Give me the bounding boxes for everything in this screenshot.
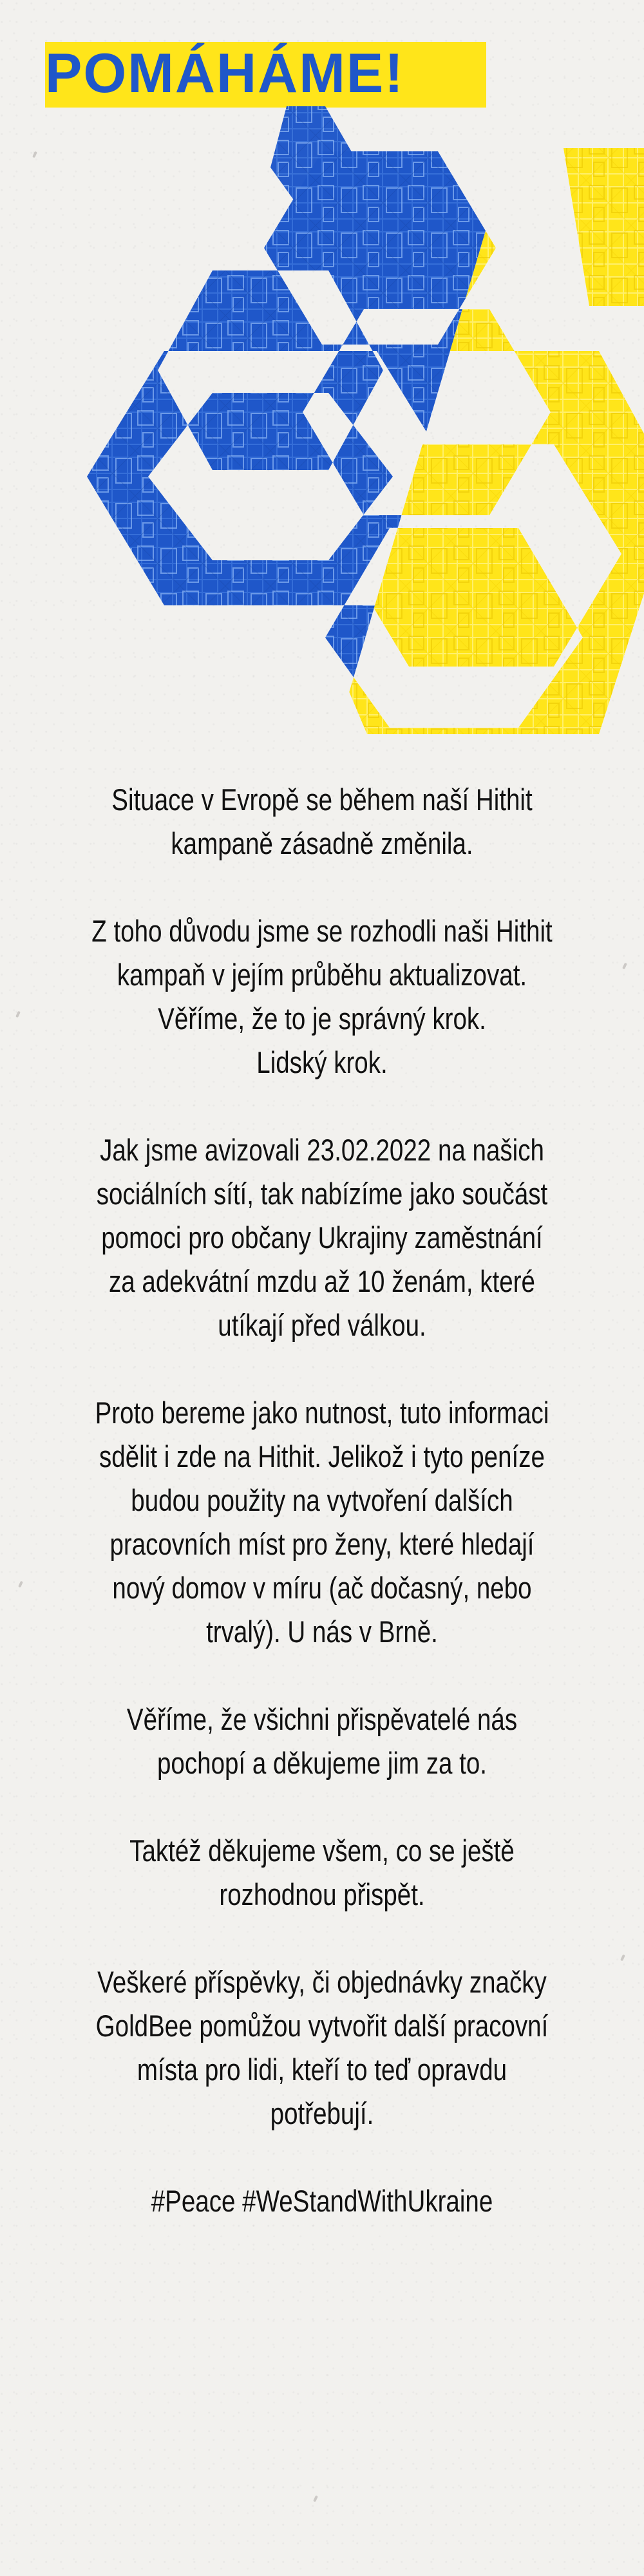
ukraine-hexagon-graphic-icon	[0, 0, 644, 741]
message-paragraph-2	[77, 909, 568, 1084]
paper-speck	[15, 1011, 21, 1018]
message-line: Jak jsme avizovali 23.02.2022 na našich	[100, 1133, 544, 1167]
message-line: Věříme, že všichni přispěvatelé nás	[126, 1702, 518, 1736]
message-line: místa pro lidi, kteří to teď opravdu	[137, 2052, 507, 2087]
message-paragraph-7	[77, 1960, 568, 2136]
message-paragraph-4	[77, 1391, 568, 1654]
paper-speck	[18, 1581, 23, 1588]
message-line: potřebují.	[270, 2096, 374, 2130]
hero-section	[0, 0, 644, 741]
message-paragraph-1	[77, 778, 568, 866]
message-line: kampaně zásadně změnila.	[171, 826, 473, 860]
message-line: nový domov v míru (ač dočasný, nebo	[112, 1571, 532, 1605]
message-line: Proto bereme jako nutnost, tuto informaci	[95, 1396, 549, 1430]
message-line: pochopí a děkujeme jim za to.	[156, 1746, 488, 1780]
message-line: pomoci pro občany Ukrajiny zaměstnání	[101, 1220, 543, 1255]
page-title: POMÁHÁME!	[45, 43, 404, 104]
hashtags: #Peace #WeStandWithUkraine	[151, 2184, 493, 2218]
message-line: kampaň v jejím průběhu aktualizovat.	[117, 958, 527, 992]
message-line: trvalý). U nás v Brně.	[206, 1615, 438, 1649]
message-line: Lidský krok.	[256, 1045, 388, 1079]
message-line: Veškeré příspěvky, či objednávky značky	[97, 1965, 547, 1999]
message-line: Z toho důvodu jsme se rozhodli naši Hithit	[91, 914, 553, 948]
message-paragraph-5	[77, 1698, 568, 1785]
message-line: GoldBee pomůžou vytvořit další pracovní	[95, 2009, 549, 2043]
paper-speck	[620, 1955, 625, 1962]
message-line: sdělit i zde na Hithit. Jelikož i tyto peníze	[99, 1439, 545, 1473]
message-line: utíkají před válkou.	[218, 1308, 426, 1342]
message-line: Věříme, že to je správný krok.	[158, 1001, 486, 1036]
message-line: za adekvátní mzdu až 10 ženám, které	[109, 1264, 535, 1298]
paper-speck	[622, 963, 627, 970]
message-paragraph-6	[77, 1829, 568, 1917]
message-line: Situace v Evropě se během naší Hithit	[111, 782, 533, 817]
message-line: budou použity na vytvoření dalších	[131, 1483, 513, 1517]
campaign-message	[77, 778, 568, 2267]
message-paragraph-3	[77, 1128, 568, 1347]
message-line: sociálních sítí, tak nabízíme jako součást	[96, 1177, 548, 1211]
message-line: Taktéž děkujeme všem, co se ještě	[129, 1833, 515, 1868]
paper-speck	[313, 2496, 318, 2503]
message-line: rozhodnou přispět.	[219, 1877, 425, 1911]
message-line: pracovních míst pro ženy, které hledají	[109, 1527, 535, 1561]
